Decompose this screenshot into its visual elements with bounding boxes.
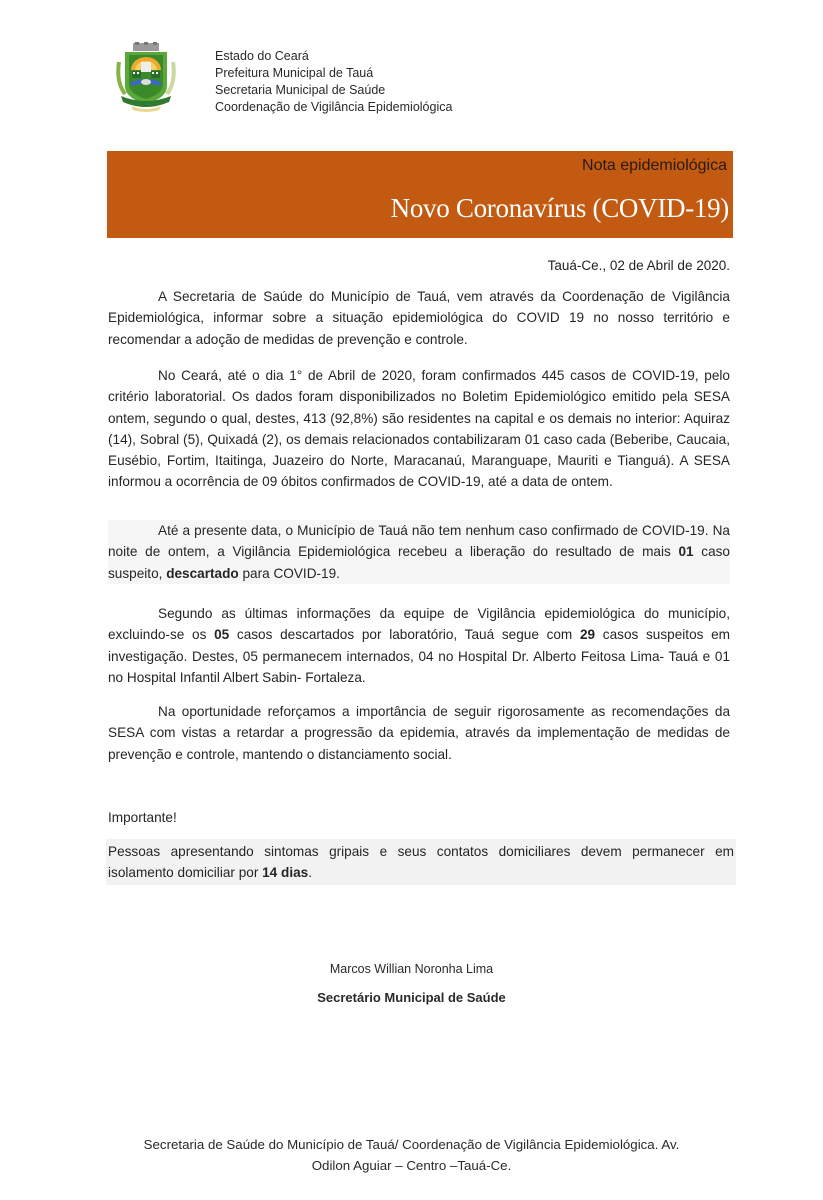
text-run: casos suspeitos em investigação. Destes, 05 permanecem internados, 04 no Hospital Dr. Alberto Feitosa Lima- Tauá e 01 no Hospital Infantil Albert Sabin- Fortaleza. bbox=[108, 627, 731, 685]
letterhead-line: Coordenação de Vigilância Epidemiológica bbox=[215, 100, 453, 114]
bold-text: descartado bbox=[166, 565, 239, 581]
footer-line: Odilon Aguiar – Centro –Tauá-Ce. bbox=[311, 1158, 512, 1173]
letterhead-text bbox=[215, 48, 452, 116]
text-run: Pessoas apresentando sintomas gripais e seus contatos domiciliares devem permanecer em isolamento domiciliar por bbox=[108, 844, 734, 880]
letterhead-line: Secretaria Municipal de Saúde bbox=[215, 83, 386, 97]
letterhead-line: Estado do Ceará bbox=[215, 49, 309, 63]
signatory-name: Marcos Willian Noronha Lima bbox=[329, 962, 494, 976]
paragraph-state-situation: No Ceará, até o dia 1° de Abril de 2020, foram confirmados 445 casos de COVID-19, pelo critério laboratorial. Os dados foram disponibilizados no Boletim Epidemiológico emitido pela SESA ontem, segundo o qual, destes, 413 (92,8%) são residentes na capital e os demais no interior: Aquiraz (14), Sobral (5), Quixadá (2), os demais relacionados contabilizaram 01 caso cada (Beberibe, Caucaia, Eusébio, Fortim, Itaitinga, Juazeiro do Norte, Maracanaú, Maranguape, Mauriti e Tianguá). A SESA informou a ocorrência de 09 óbitos confirmados de COVID-19, até a data de ontem. bbox=[108, 368, 730, 490]
date-line: Tauá-Ce., 02 de Abril de 2020. bbox=[547, 258, 730, 273]
letterhead bbox=[115, 42, 453, 114]
footer-address bbox=[0, 1134, 823, 1176]
important-notice bbox=[106, 839, 736, 885]
letterhead-line: Prefeitura Municipal de Tauá bbox=[215, 66, 374, 80]
banner-subtitle: Nota epidemiológica bbox=[582, 157, 727, 174]
coat-of-arms-logo bbox=[115, 42, 177, 114]
important-label: Importante! bbox=[108, 810, 177, 825]
footer-line: Secretaria de Saúde do Município de Tauá/ Coordenação de Vigilância Epidemiológica. Av. bbox=[143, 1137, 680, 1152]
paragraph-municipal-status bbox=[108, 520, 730, 584]
title-banner bbox=[107, 151, 733, 238]
text-run: casos descartados por laboratório, Tauá segue com bbox=[229, 627, 580, 643]
text-run: para COVID-19. bbox=[238, 565, 340, 581]
paragraph-intro: A Secretaria de Saúde do Município de Tauá, vem através da Coordenação de Vigilância Epidemiológica, informar sobre a situação epidemiológica do COVID 19 no nosso território e recomendar a adoção de medidas de prevenção e controle. bbox=[108, 289, 730, 347]
bold-text: 14 dias bbox=[262, 865, 309, 880]
text-run: caso suspeito, bbox=[108, 544, 730, 581]
banner-title: Novo Coronavírus (COVID-19) bbox=[390, 193, 729, 223]
signatory-role: Secretário Municipal de Saúde bbox=[317, 990, 506, 1005]
paragraph-recommendations: Na oportunidade reforçamos a importância de seguir rigorosamente as recomendações da SESA com vistas a retardar a progressão da epidemia, através da implementação de medidas de prevenção e controle, mantendo o distanciamento social. bbox=[108, 704, 730, 762]
text-run: . bbox=[308, 865, 313, 880]
text-run: Segundo as últimas informações da equipe de Vigilância epidemiológica do município, excluindo-se os bbox=[108, 606, 730, 643]
paragraph-suspected-cases bbox=[108, 603, 730, 688]
text-run: Até a presente data, o Município de Tauá não tem nenhum caso confirmado de COVID-19. Na noite de ontem, a Vigilância Epidemiológica recebeu a liberação do resultado de mais bbox=[108, 523, 730, 560]
bold-text: 01 bbox=[678, 544, 694, 560]
bold-text: 29 bbox=[579, 627, 596, 643]
bold-text: 05 bbox=[214, 627, 230, 643]
